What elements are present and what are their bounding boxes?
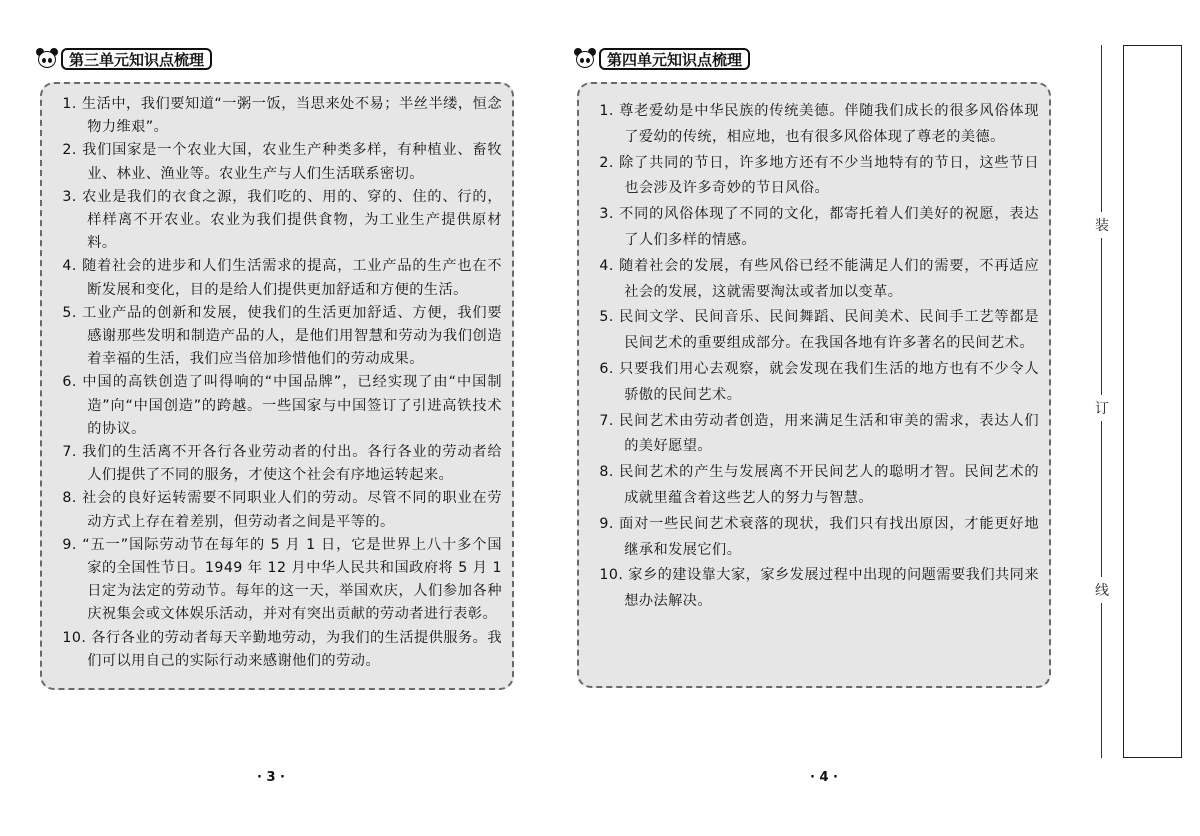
knowledge-item: 2. 除了共同的节日，许多地方还有不少当地特有的节日，这些节日也会涉及许多奇妙的节日风俗。 [599, 154, 1039, 197]
knowledge-item: 1. 尊老爱幼是中华民族的传统美德。伴随我们成长的很多风俗体现了爱幼的传统，相应地，也有很多风俗体现了尊老的美德。 [599, 103, 1039, 145]
unit-header [36, 47, 212, 71]
unit-header [574, 47, 750, 71]
knowledge-item: 8. 民间艺术的产生与发展离不开民间艺人的聪明才智。民间艺术的成就里蕴含着这些艺人的努力与智慧。 [599, 464, 1039, 506]
knowledge-item: 3. 农业是我们的衣食之源，我们吃的、用的、穿的、住的、行的，样样离不开农业。农业为我们提供食物，为工业生产提供原材料。 [62, 188, 502, 252]
knowledge-item: 3. 不同的风俗体现了不同的文化，都寄托着人们美好的祝愿，表达了人们多样的情感。 [599, 206, 1039, 248]
right-page [560, 0, 1100, 836]
knowledge-panel [577, 82, 1051, 688]
binding-label-ding: 订 [1094, 395, 1110, 421]
knowledge-item: 5. 民间文学、民间音乐、民间舞蹈、民间美术、民间手工艺等都是民间艺术的重要组成部分。在我国各地有许多著名的民间艺术。 [599, 309, 1039, 352]
knowledge-item: 4. 随着社会的进步和人们生活需求的提高，工业产品的生产也在不断发展和变化，目的是给人们提供更加舒适和方便的生活。 [62, 258, 502, 298]
unit-title: 第三单元知识点梳理 [61, 48, 212, 70]
knowledge-item: 9. 面对一些民间艺术衰落的现状，我们只有找出原因，才能更好地继承和发展它们。 [599, 515, 1039, 558]
knowledge-item: 9. “五一”国际劳动节在每年的 5 月 1 日，它是世界上八十多个国家的全国性节日。1949 年 12 月中华人民共和国政府将 5 月 1 日定为法定的劳动节。每年的这一天，举国欢庆，人们参加各种庆祝集会或文体娱乐活动，并对有突出贡献的劳动者进行表彰。 [62, 536, 502, 623]
binding-label-xian: 线 [1094, 577, 1110, 603]
knowledge-item: 6. 中国的高铁创造了叫得响的“中国品牌”，已经实现了由“中国制造”向“中国创造”的跨越。一些国家与中国签订了引进高铁技术的协议。 [62, 374, 502, 437]
knowledge-item: 10. 家乡的建设靠大家，家乡发展过程中出现的问题需要我们共同来想办法解决。 [599, 567, 1039, 610]
knowledge-panel [40, 82, 514, 690]
knowledge-item: 8. 社会的良好运转需要不同职业人们的劳动。尽管不同的职业在劳动方式上存在着差别，但劳动者之间是平等的。 [62, 490, 502, 530]
panda-icon [574, 48, 596, 70]
knowledge-item: 2. 我们国家是一个农业大国，农业生产种类多样，有种植业、畜牧业、林业、渔业等。农业生产与人们生活联系密切。 [62, 142, 502, 182]
left-page [0, 0, 560, 836]
binding-margin-box [1123, 45, 1182, 758]
knowledge-item: 7. 我们的生活离不开各行各业劳动者的付出。各行各业的劳动者给人们提供了不同的服务，才使这个社会有序地运转起来。 [62, 444, 502, 484]
knowledge-item: 1. 生活中，我们要知道“一粥一饭，当思来处不易；半丝半缕，恒念物力维艰”。 [62, 96, 502, 136]
knowledge-item: 10. 各行各业的劳动者每天辛勤地劳动，为我们的生活提供服务。我们可以用自己的实际行动来感谢他们的劳动。 [62, 629, 502, 669]
knowledge-item: 5. 工业产品的创新和发展，使我们的生活更加舒适、方便，我们要感谢那些发明和制造产品的人，是他们用智慧和劳动为我们创造着幸福的生活，我们应当倍加珍惜他们的劳动成果。 [62, 304, 502, 368]
knowledge-item: 4. 随着社会的发展，有些风俗已经不能满足人们的需要，不再适应社会的发展，这就需要淘汰或者加以变革。 [599, 257, 1039, 300]
knowledge-item: 6. 只要我们用心去观察，就会发现在我们生活的地方也有不少令人骄傲的民间艺术。 [599, 360, 1039, 403]
page-number: · 4 · [810, 770, 838, 785]
knowledge-item: 7. 民间艺术由劳动者创造，用来满足生活和审美的需求，表达人们的美好愿望。 [599, 412, 1039, 455]
page-number: · 3 · [257, 770, 285, 785]
unit-title: 第四单元知识点梳理 [599, 48, 750, 70]
binding-label-zhuang: 装 [1094, 212, 1110, 238]
panda-icon [36, 48, 58, 70]
